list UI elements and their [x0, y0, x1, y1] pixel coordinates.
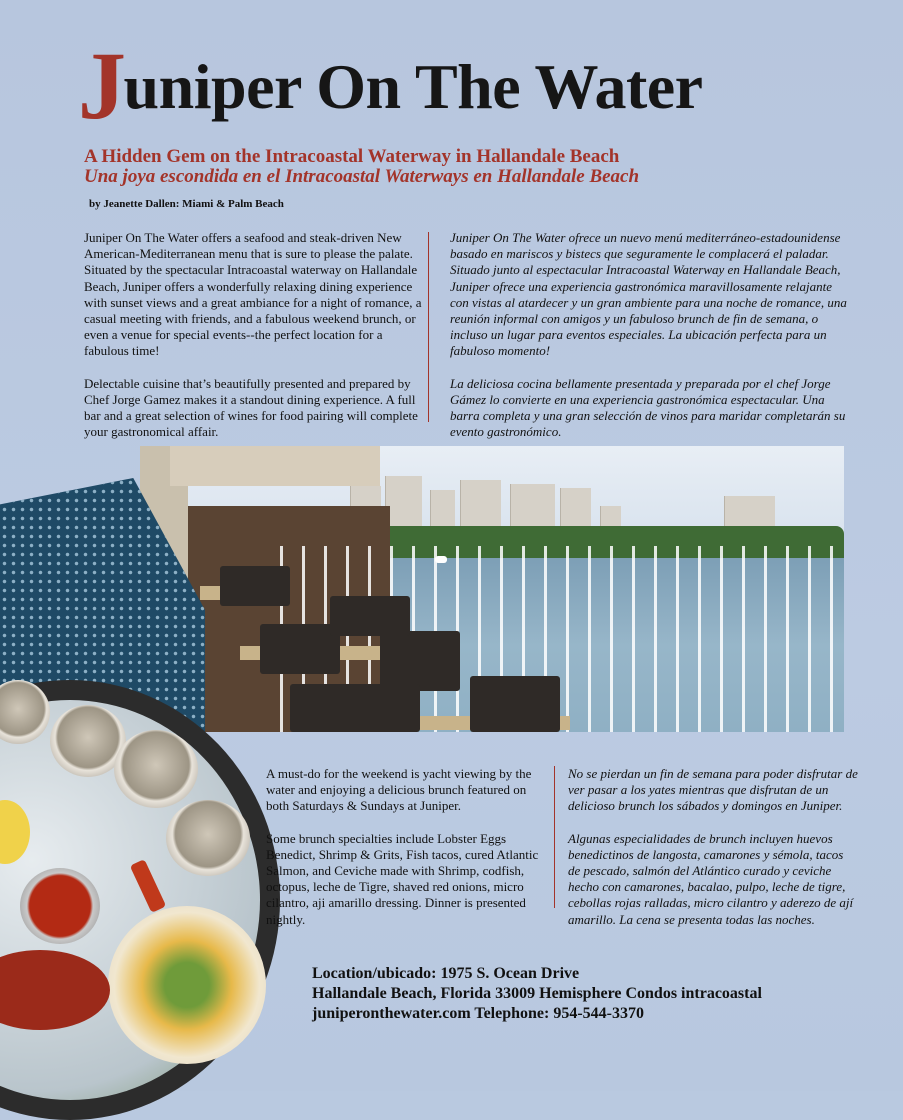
intro-spanish-column	[450, 230, 850, 456]
contact-address: Hallandale Beach, Florida 33009 Hemisphere Condos intracoastal	[312, 985, 762, 1002]
brunch-es-paragraph: No se pierdan un fin de semana para poder disfrutar de ver pasar a los yates mientras que disfrutan de un delicioso brunch los sábados y domingos en Juniper.	[568, 766, 858, 814]
subtitle-spanish: Una joya escondida en el Intracoastal Waterways en Hallandale Beach	[84, 166, 640, 187]
intro-en-paragraph: Delectable cuisine that’s beautifully presented and prepared by Chef Jorge Gamez makes it a standout dining experience. A full bar and a great selection of wines for food pairing will complete your gastronomical affair.	[84, 375, 418, 440]
restaurant-terrace-photo	[140, 446, 844, 732]
contact-website-phone: juniperonthewater.com Telephone: 954-544-3370	[312, 1005, 644, 1022]
intro-es-paragraph: La deliciosa cocina bellamente presentada y preparada por el chef Jorge Gámez lo convierte en una experiencia gastronómica espectacular. Una barra completa y una gran selección de vinos para maridar completarán su evento gastronómico.	[450, 375, 846, 440]
contact-info	[312, 964, 762, 1024]
intro-es-paragraph: Juniper On The Water ofrece un nuevo menú mediterráneo-estadounidense basado en mariscos y bistecs que seguramente le complacerá el paladar. Situado junto al espectacular Intracoastal Waterway en Hallandale Beach, Juniper ofrece una experiencia gastronómica maravillosamente relajante con vistas al atardecer y un gran ambiente para una noche de romance, una reunión informal con amigos y un fabuloso brunch de fin de semana, o incluso un lugar para eventos especiales. La ubicación perfecta para un fabuloso momento!	[450, 230, 847, 359]
oyster	[166, 800, 250, 876]
brunch-en-paragraph: Some brunch specialties include Lobster Eggs Benedict, Shrimp & Grits, Fish tacos, cured Atlantic Salmon, and Ceviche made with Shrimp, codfish, octopus, leche de Tigre, shaved red onions, micro cilantro, aji amarillo dressing. Dinner is presented nightly.	[266, 830, 539, 927]
contact-location: Location/ubicado: 1975 S. Ocean Drive	[312, 965, 580, 982]
column-divider	[428, 232, 429, 422]
byline: by Jeanette Dallen: Miami & Palm Beach	[89, 198, 284, 210]
brunch-english-column	[266, 766, 546, 944]
subtitle-english: A Hidden Gem on the Intracoastal Waterway in Hallandale Beach	[84, 146, 620, 167]
oyster	[114, 730, 198, 808]
title-drop-cap: J	[78, 32, 126, 139]
ceviche-bowl	[108, 906, 266, 1064]
intro-en-paragraph: Juniper On The Water offers a seafood and steak-driven New American-Mediterranean menu that is sure to please the palate. Situated by the spectacular Intracoastal waterway on Hallandale Beach, Juniper offers a wonderfully relaxing dining experience with sunset views and a great ambiance for a night of romance, a casual meeting with friends, and a fabulous weekend brunch, or even a venue for special events--the perfect location for a fabulous time!	[84, 230, 422, 359]
brunch-spanish-column	[568, 766, 858, 944]
cocktail-sauce	[20, 868, 100, 944]
title-text: uniper On The Water	[123, 51, 703, 122]
brunch-es-paragraph: Algunas especialidades de brunch incluyen huevos benedictinos de langosta, camarones y sémola, tacos de pescado, salmón del Atlántico curado y ceviche hecho con camarones, bacalao, pulpo, leche de tigre, cebollas rojas ralladas, micro cilantro y aderezo de ají amarillo. La cena se presenta todas las noches.	[568, 830, 854, 927]
article-title	[78, 32, 703, 139]
brunch-en-paragraph: A must-do for the weekend is yacht viewing by the water and enjoying a delicious brunch featured on both Saturdays & Sundays at Juniper.	[266, 766, 532, 814]
column-divider	[554, 766, 555, 908]
intro-english-column	[84, 230, 424, 456]
